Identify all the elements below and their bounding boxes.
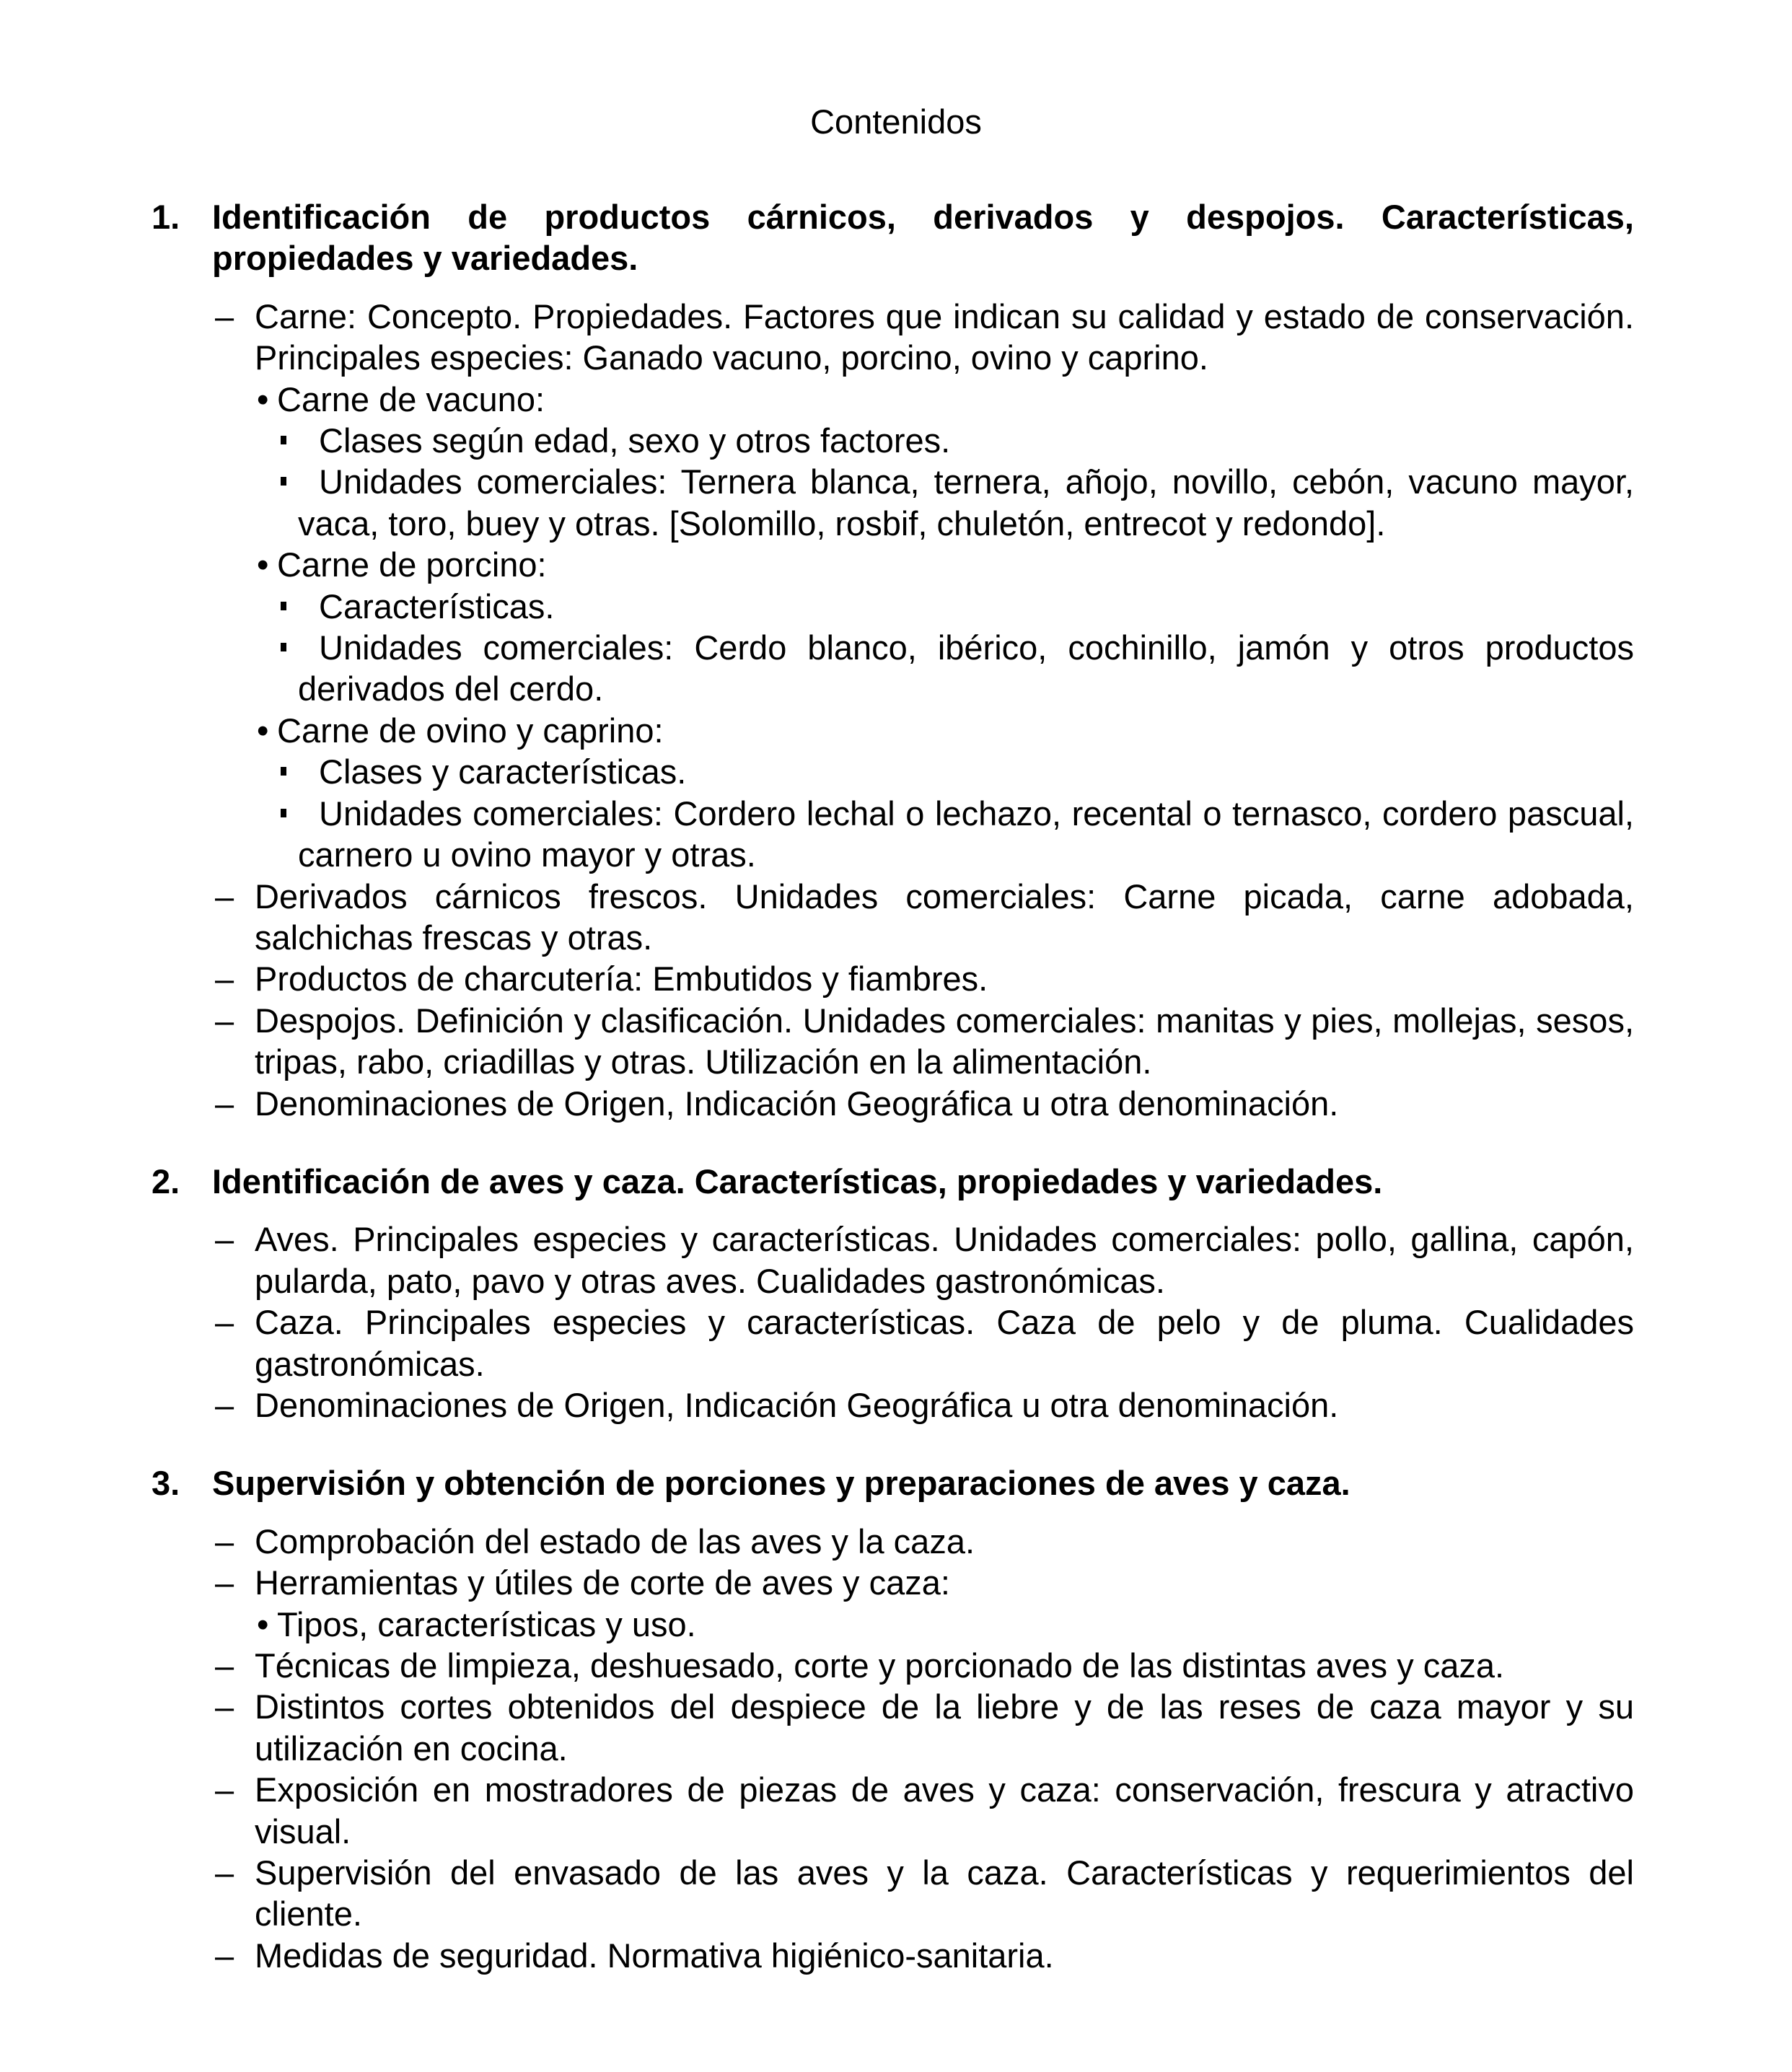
section-heading	[151, 196, 1634, 279]
section-title: Identificación de aves y caza. Características, propiedades y variedades.	[212, 1162, 1383, 1200]
dash-item	[215, 1686, 1634, 1769]
item-text: Derivados cárnicos frescos. Unidades comerciales: Carne picada, carne adobada, salchichas frescas y otras.	[255, 877, 1634, 957]
item-text: Productos de charcutería: Embutidos y fiambres.	[255, 960, 988, 998]
square-bullet-item	[298, 793, 1634, 876]
dash-item	[215, 296, 1634, 379]
dash-bullet-icon: –	[215, 1084, 234, 1123]
dash-bullet-icon: –	[215, 1853, 234, 1892]
square-bullet-item	[298, 420, 1634, 461]
square-bullet-item	[298, 461, 1634, 544]
round-bullet-icon: •	[257, 711, 269, 750]
dash-item	[215, 1645, 1634, 1686]
square-bullet-item	[298, 586, 1634, 627]
dash-item	[215, 1935, 1634, 1976]
item-text: Características.	[319, 587, 555, 625]
dash-bullet-icon: –	[215, 1001, 234, 1040]
square-bullet-icon	[281, 809, 286, 817]
dash-bullet-icon: –	[215, 1770, 234, 1809]
dash-item	[215, 1384, 1634, 1426]
square-bullet-item	[298, 627, 1634, 710]
round-bullet-icon: •	[257, 545, 269, 584]
item-text: Herramientas y útiles de corte de aves y caza:	[255, 1563, 950, 1602]
item-text: Clases según edad, sexo y otros factores.	[319, 421, 951, 460]
section-title: Identificación de productos cárnicos, derivados y despojos. Características, propiedades y variedades.	[212, 198, 1634, 278]
square-bullet-icon	[281, 477, 286, 486]
item-text: Denominaciones de Origen, Indicación Geográfica u otra denominación.	[255, 1084, 1339, 1123]
dash-item	[215, 1301, 1634, 1384]
item-text: Supervisión del envasado de las aves y la caza. Características y requerimientos del cliente.	[255, 1853, 1634, 1933]
section-number: 2.	[151, 1162, 180, 1200]
section-heading	[151, 1161, 1634, 1202]
dash-bullet-icon: –	[215, 1646, 234, 1685]
dash-item	[215, 876, 1634, 959]
item-text: Clases y características.	[319, 752, 687, 791]
dash-bullet-icon: –	[215, 877, 234, 916]
item-text: Caza. Principales especies y características. Caza de pelo y de pluma. Cualidades gastronómicas.	[255, 1303, 1634, 1383]
dash-bullet-icon: –	[215, 1687, 234, 1726]
dash-item	[215, 1000, 1634, 1083]
item-text: Distintos cortes obtenidos del despiece de la liebre y de las reses de caza mayor y su utilización en cocina.	[255, 1687, 1634, 1768]
dash-bullet-icon: –	[215, 960, 234, 998]
square-bullet-item	[298, 751, 1634, 792]
dash-bullet-icon: –	[215, 1385, 234, 1424]
round-bullet-icon: •	[257, 379, 269, 418]
dash-bullet-icon: –	[215, 1303, 234, 1342]
dash-item	[215, 1219, 1634, 1301]
page-title: Contenidos	[810, 102, 982, 141]
item-text: Aves. Principales especies y características. Unidades comerciales: pollo, gallina, capón, pularda, pato, pavo y otras aves. Cualidades gastronómicas.	[255, 1220, 1634, 1300]
item-text: Carne de ovino y caprino:	[277, 711, 664, 750]
item-text: Comprobación del estado de las aves y la caza.	[255, 1522, 975, 1560]
item-text: Carne de porcino:	[277, 545, 547, 584]
dash-item	[215, 1521, 1634, 1562]
item-text: Unidades comerciales: Cerdo blanco, ibérico, cochinillo, jamón y otros productos derivados del cerdo.	[298, 628, 1634, 708]
section-heading	[151, 1462, 1634, 1503]
dash-bullet-icon: –	[215, 1936, 234, 1975]
dash-item	[215, 1769, 1634, 1852]
bullet-item	[257, 710, 1634, 751]
bullet-item	[257, 379, 1634, 420]
section-number: 3.	[151, 1464, 180, 1503]
section-1	[151, 196, 1634, 1124]
bullet-item	[257, 544, 1634, 585]
section-2	[151, 1161, 1634, 1426]
item-text: Carne de vacuno:	[277, 379, 545, 418]
section-3	[151, 1462, 1634, 1976]
item-text: Denominaciones de Origen, Indicación Geográfica u otra denominación.	[255, 1385, 1339, 1424]
dash-item	[215, 1852, 1634, 1935]
square-bullet-icon	[281, 767, 286, 776]
item-text: Tipos, características y uso.	[277, 1605, 696, 1643]
bullet-item	[257, 1604, 1634, 1645]
dash-item	[215, 1562, 1634, 1603]
item-text: Medidas de seguridad. Normativa higiénico-sanitaria.	[255, 1936, 1054, 1975]
dash-bullet-icon: –	[215, 1563, 234, 1602]
dash-bullet-icon: –	[215, 1220, 234, 1259]
square-bullet-icon	[281, 602, 286, 610]
item-text: Despojos. Definición y clasificación. Unidades comerciales: manitas y pies, mollejas, sesos, tripas, rabo, criadillas y otras. Utilización en la alimentación.	[255, 1001, 1634, 1081]
section-number: 1.	[151, 198, 180, 236]
dash-item	[215, 1083, 1634, 1124]
dash-item	[215, 958, 1634, 999]
item-text: Unidades comerciales: Cordero lechal o lechazo, recental o ternasco, cordero pascual, carnero u ovino mayor y otras.	[298, 794, 1634, 874]
item-text: Carne: Concepto. Propiedades. Factores que indican su calidad y estado de conservación. Principales especies: Ganado vacuno, porcino, ovino y caprino.	[255, 297, 1634, 377]
square-bullet-icon	[281, 436, 286, 444]
section-title: Supervisión y obtención de porciones y preparaciones de aves y caza.	[212, 1464, 1350, 1503]
item-text: Unidades comerciales: Ternera blanca, ternera, añojo, novillo, cebón, vacuno mayor, vaca, toro, buey y otras. [Solomillo, rosbif, chuletón, entrecot y redondo].	[298, 462, 1634, 543]
square-bullet-icon	[281, 643, 286, 651]
dash-bullet-icon: –	[215, 297, 234, 335]
dash-bullet-icon: –	[215, 1522, 234, 1560]
item-text: Exposición en mostradores de piezas de aves y caza: conservación, frescura y atractivo visual.	[255, 1770, 1634, 1851]
contents-list	[151, 196, 1634, 2013]
round-bullet-icon: •	[257, 1605, 269, 1643]
item-text: Técnicas de limpieza, deshuesado, corte y porcionado de las distintas aves y caza.	[255, 1646, 1505, 1685]
